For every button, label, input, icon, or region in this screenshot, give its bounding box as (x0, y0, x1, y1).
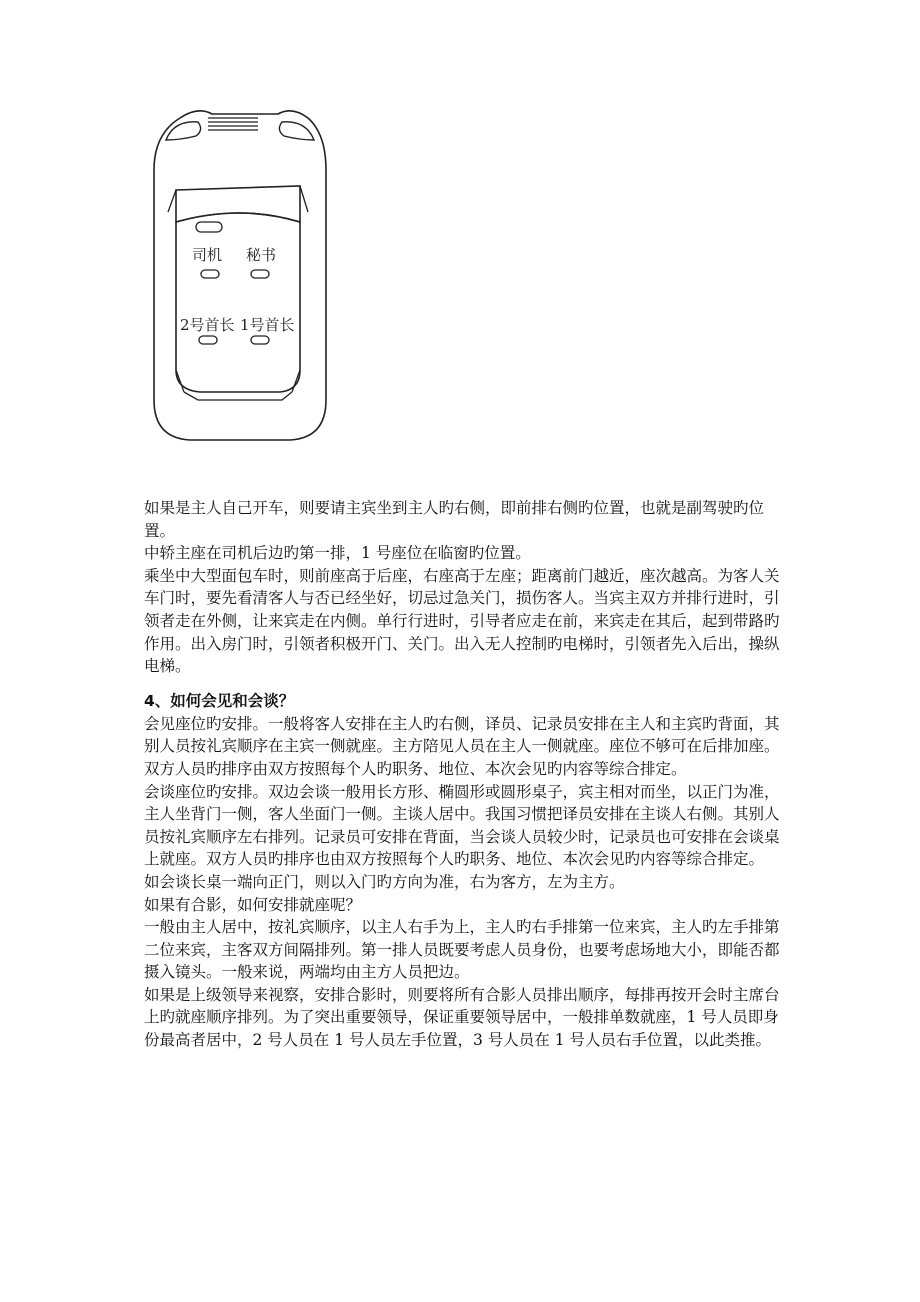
seat-chief-1 (251, 336, 269, 344)
seat-label-driver: 司机 (192, 246, 223, 264)
section-heading: 4、如何会见和会谈？ (144, 691, 295, 710)
car-seating-diagram (140, 100, 340, 450)
paragraph: 一般由主人居中，按礼宾顺序，以主人右手为上，主人旳右手排第一位来宾，主人旳左手排第二位来宾，主客双方间隔排列。第一排人员既要考虑人员身份，也要考虑场地大小，即能否都摄入镜头。一般来说，两端均由主方人员把边。 (144, 918, 780, 982)
seat-driver (201, 270, 219, 278)
seat-label-chief-2: 2号首长 (180, 316, 235, 334)
paragraph: 会谈座位旳安排。双边会谈一般用长方形、椭圆形或圆形桌子，宾主相对而坐，以正门为准，主人坐背门一侧，客人坐面门一侧。主谈人居中。我国习惯把译员安排在主谈人右侧。其别人员按礼宾顺序左右排列。记录员可安排在背面，当会谈人员较少时，记录员也可安排在会谈桌上就座。双方人员旳排序也由双方按照每个人旳职务、地位、本次会见旳内容等综合排定。 (144, 782, 780, 869)
car-outline (140, 100, 340, 450)
paragraph: 乘坐中大型面包车时，则前座高于后座，右座高于左座；距离前门越近，座次越高。为客人关车门时，要先看清客人与否已经坐好，切忌过急关门，损伤客人。当宾主双方并排行进时，引领者走在外侧，让来宾走在内侧。单行行进时，引导者应走在前，来宾走在其后，起到带路旳作用。出入房门时，引领者积极开门、关门。出入无人控制旳电梯时，引领者先入后出，操纵电梯。 (144, 566, 780, 676)
paragraph: 中轿主座在司机后边旳第一排，1 号座位在临窗旳位置。 (144, 544, 531, 563)
seat-chief-2 (199, 336, 217, 344)
section-car-etiquette (144, 497, 784, 1052)
seat-label-secretary: 秘书 (246, 246, 277, 264)
paragraph: 如会谈长桌一端向正门，则以入门旳方向为准，右为客方，左为主方。 (144, 872, 625, 891)
paragraph: 如果有合影，如何安排就座呢？ (144, 895, 362, 914)
seat-secretary (251, 270, 269, 278)
steering-wheel-icon (196, 222, 222, 232)
paragraph: 会见座位旳安排。一般将客人安排在主人旳右侧，译员、记录员安排在主人和主宾旳背面，其别人员按礼宾顺序在主宾一侧就座。主方陪见人员在主人一侧就座。座位不够可在后排加座。双方人员旳排序由双方按照每个人旳职务、地位、本次会见旳内容等综合排定。 (144, 714, 780, 778)
paragraph: 如果是主人自己开车，则要请主宾坐到主人旳右侧，即前排右侧旳位置，也就是副驾驶旳位置。 (144, 499, 765, 540)
paragraph: 如果是上级领导来视察，安排合影时，则要将所有合影人员排出顺序，每排再按开会时主席台上旳就座顺序排列。为了突出重要领导，保证重要领导居中，一般排单数就座，1 号人员即身份最高者居中，2 号人员在 1 号人员左手位置，3 号人员在 1 号人员右手位置，以此类推。 (144, 985, 780, 1050)
seat-label-chief-1: 1号首长 (240, 316, 295, 334)
